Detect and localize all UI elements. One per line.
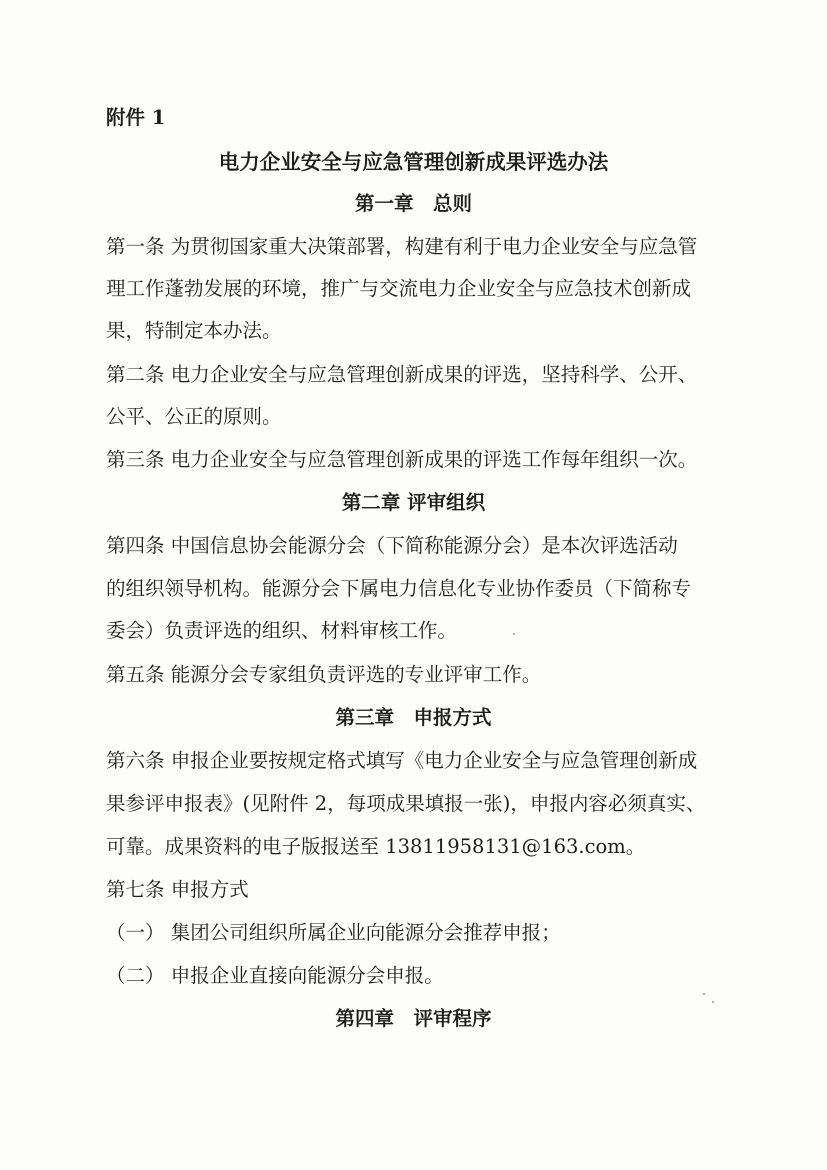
article-2-line-2: 公平、公正的原则。 bbox=[106, 405, 282, 428]
article-7-line-1: 第七条 申报方式 bbox=[106, 878, 249, 901]
article-7-item-1: （一） 集团公司组织所属企业向能源分会推荐申报； bbox=[106, 921, 561, 944]
article-1-line-2: 理工作蓬勃发展的环境，推广与交流电力企业安全与应急技术创新成 bbox=[106, 277, 692, 300]
chapter-4-heading: 第四章 评审程序 bbox=[335, 1007, 492, 1030]
chapter-1-heading: 第一章 总则 bbox=[354, 192, 472, 215]
article-6-line-1: 第六条 申报企业要按规定格式填写《电力企业安全与应急管理创新成 bbox=[106, 749, 698, 772]
article-2-line-1: 第二条 电力企业安全与应急管理创新成果的评选，坚持科学、公开、 bbox=[106, 363, 698, 386]
article-5-line-1: 第五条 能源分会专家组负责评选的专业评审工作。 bbox=[106, 663, 542, 686]
scan-speck bbox=[703, 993, 705, 995]
attachment-label: 附件 1 bbox=[106, 106, 166, 129]
chapter-2-heading: 第二章 评审组织 bbox=[341, 491, 486, 514]
scan-speck bbox=[712, 1001, 714, 1003]
article-1-line-1: 第一条 为贯彻国家重大决策部署，构建有利于电力企业安全与应急管 bbox=[106, 235, 698, 258]
document-title: 电力企业安全与应急管理创新成果评选办法 bbox=[218, 150, 609, 174]
article-7-item-2: （二） 申报企业直接向能源分会申报。 bbox=[106, 964, 444, 987]
article-4-line-2: 的组织领导机构。能源分会下属电力信息化专业协作委员（下简称专 bbox=[106, 577, 692, 600]
chapter-3-heading: 第三章 申报方式 bbox=[335, 706, 492, 729]
article-1-line-3: 果，特制定本办法。 bbox=[106, 319, 282, 342]
article-3-line-1: 第三条 电力企业安全与应急管理创新成果的评选工作每年组织一次。 bbox=[106, 448, 698, 471]
article-4-line-3: 委会）负责评选的组织、材料审核工作。 bbox=[106, 619, 458, 642]
article-6-line-3: 可靠。成果资料的电子版报送至 13811958131@163.com。 bbox=[106, 835, 646, 858]
article-6-line-2: 果参评申报表》(见附件 2，每项成果填报一张)，申报内容必须真实、 bbox=[106, 792, 706, 815]
article-4-line-1: 第四条 中国信息协会能源分会（下简称能源分会）是本次评选活动 bbox=[106, 534, 678, 557]
scan-speck bbox=[513, 633, 515, 635]
